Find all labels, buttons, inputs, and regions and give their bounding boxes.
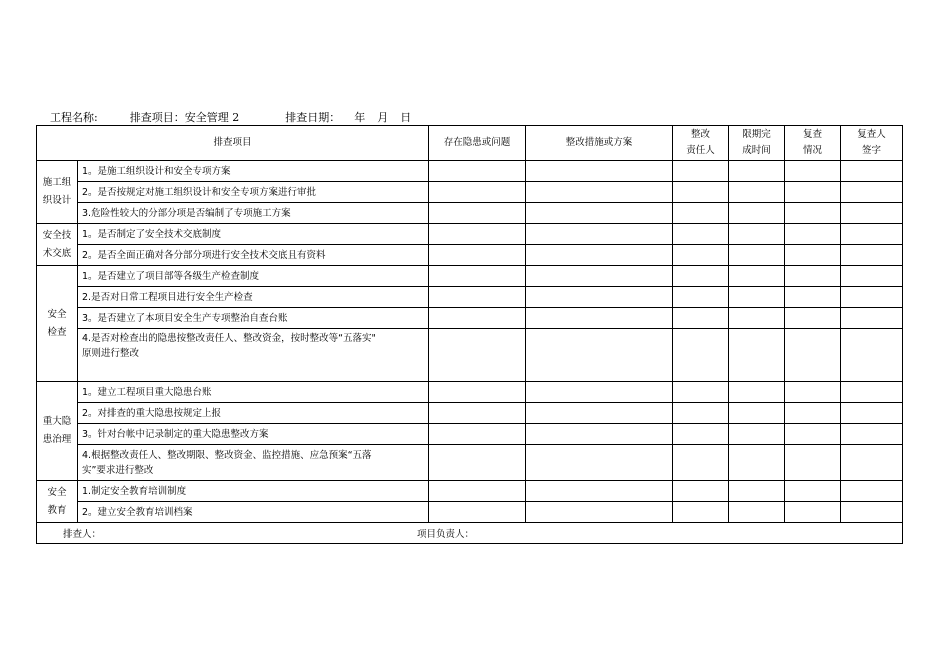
check-item <box>78 445 429 481</box>
hazard-cell[interactable] <box>429 287 526 308</box>
deadline-cell[interactable] <box>729 308 785 329</box>
signature-cell[interactable] <box>841 245 903 266</box>
table-row <box>37 266 903 287</box>
category-construction-design <box>37 161 78 224</box>
signature-footer <box>37 523 903 544</box>
recheck-cell[interactable] <box>785 161 841 182</box>
col-header-recheck <box>785 126 841 161</box>
check-item: 3。是否建立了本项目安全生产专项整治自查台账 <box>78 308 429 329</box>
measure-cell[interactable] <box>526 287 673 308</box>
signature-cell[interactable] <box>841 203 903 224</box>
hazard-cell[interactable] <box>429 224 526 245</box>
col-header-rechecker-line1: 复查人 <box>857 129 886 140</box>
signature-cell[interactable] <box>841 329 903 382</box>
category-line: 重大隐 <box>42 416 72 427</box>
hazard-cell[interactable] <box>429 382 526 403</box>
check-item-label: 排查项目：安全管理 2 <box>129 111 240 124</box>
recheck-cell[interactable] <box>785 481 841 502</box>
signature-cell[interactable] <box>841 161 903 182</box>
check-item: 2。是否按规定对施工组织设计和安全专项方案进行审批 <box>78 182 429 203</box>
table-row <box>37 203 903 224</box>
responsible-cell[interactable] <box>673 308 729 329</box>
hazard-cell[interactable] <box>429 502 526 523</box>
month-label: 月 <box>377 111 389 124</box>
hazard-cell[interactable] <box>429 266 526 287</box>
deadline-cell[interactable] <box>729 224 785 245</box>
check-item: 2。是否全面正确对各分部分项进行安全技术交底且有资料 <box>78 245 429 266</box>
recheck-cell[interactable] <box>785 266 841 287</box>
recheck-cell[interactable] <box>785 182 841 203</box>
check-item: 3.危险性较大的分部分项是否编制了专项施工方案 <box>78 203 429 224</box>
measure-cell[interactable] <box>526 203 673 224</box>
responsible-cell[interactable] <box>673 382 729 403</box>
hazard-cell[interactable] <box>429 308 526 329</box>
table-row <box>37 287 903 308</box>
table-header-row <box>37 126 903 161</box>
responsible-cell[interactable] <box>673 182 729 203</box>
deadline-cell[interactable] <box>729 203 785 224</box>
table-row <box>37 481 903 502</box>
category-line: 施工组 <box>42 177 72 188</box>
category-safety-inspection <box>37 266 78 382</box>
col-header-responsible-line2: 责任人 <box>686 145 715 156</box>
recheck-cell[interactable] <box>785 445 841 481</box>
table-row <box>37 245 903 266</box>
category-line: 术交底 <box>42 247 72 259</box>
check-item: 3。针对台帐中记录制定的重大隐患整改方案 <box>78 424 429 445</box>
table-row <box>37 308 903 329</box>
signature-footer-row <box>37 523 903 544</box>
col-header-item: 排查项目 <box>37 126 429 161</box>
recheck-cell[interactable] <box>785 308 841 329</box>
col-header-deadline-line1: 限期完 <box>742 129 771 140</box>
recheck-cell[interactable] <box>785 287 841 308</box>
project-leader-label: 项目负责人： <box>417 529 475 540</box>
col-header-measure: 整改措施或方案 <box>526 126 673 161</box>
category-line: 检查 <box>47 326 67 338</box>
inspection-table <box>36 125 903 544</box>
hazard-cell[interactable] <box>429 481 526 502</box>
col-header-rechecker <box>841 126 903 161</box>
check-item-line: 4.是否对检查出的隐患按整改责任人、整改资金，按时整改等“五落实" <box>82 333 376 344</box>
hazard-cell[interactable] <box>429 203 526 224</box>
deadline-cell[interactable] <box>729 502 785 523</box>
check-item: 2.是否对日常工程项目进行安全生产检查 <box>78 287 429 308</box>
hazard-cell[interactable] <box>429 161 526 182</box>
check-item: 1。是施工组织设计和安全专项方案 <box>78 161 429 182</box>
col-header-hazard: 存在隐患或问题 <box>429 126 526 161</box>
category-line: 织设计 <box>42 195 72 206</box>
table-row <box>37 445 903 481</box>
table-row <box>37 224 903 245</box>
deadline-cell[interactable] <box>729 161 785 182</box>
deadline-cell[interactable] <box>729 329 785 382</box>
col-header-deadline-line2: 成时间 <box>742 145 771 156</box>
recheck-cell[interactable] <box>785 382 841 403</box>
deadline-cell[interactable] <box>729 287 785 308</box>
hazard-cell[interactable] <box>429 182 526 203</box>
signature-cell[interactable] <box>841 224 903 245</box>
day-label: 日 <box>400 111 412 124</box>
table-row <box>37 182 903 203</box>
deadline-cell[interactable] <box>729 445 785 481</box>
responsible-cell[interactable] <box>673 403 729 424</box>
deadline-cell[interactable] <box>729 403 785 424</box>
deadline-cell[interactable] <box>729 182 785 203</box>
check-item: 2。建立安全教育培训档案 <box>78 502 429 523</box>
responsible-cell[interactable] <box>673 481 729 502</box>
measure-cell[interactable] <box>526 382 673 403</box>
hazard-cell[interactable] <box>429 424 526 445</box>
table-row <box>37 403 903 424</box>
category-safety-education <box>37 481 78 523</box>
hazard-cell[interactable] <box>429 445 526 481</box>
table-row <box>37 382 903 403</box>
deadline-cell[interactable] <box>729 266 785 287</box>
measure-cell[interactable] <box>526 481 673 502</box>
signature-cell[interactable] <box>841 445 903 481</box>
measure-cell[interactable] <box>526 161 673 182</box>
check-item: 2。对排查的重大隐患按规定上报 <box>78 403 429 424</box>
table-row <box>37 161 903 182</box>
recheck-cell[interactable] <box>785 245 841 266</box>
signature-cell[interactable] <box>841 382 903 403</box>
check-item-line: 实”要求进行整改 <box>82 464 154 476</box>
col-header-recheck-line2: 情况 <box>803 145 823 156</box>
recheck-cell[interactable] <box>785 424 841 445</box>
col-header-recheck-line1: 复查 <box>803 129 823 140</box>
check-item: 1。是否制定了安全技术交底制度 <box>78 224 429 245</box>
recheck-cell[interactable] <box>785 224 841 245</box>
col-header-responsible <box>673 126 729 161</box>
responsible-cell[interactable] <box>673 266 729 287</box>
hazard-cell[interactable] <box>429 329 526 382</box>
check-item-line: 4.根据整改责任人、整改期限、整改资金、监控措施、应急预案“五落 <box>82 449 372 461</box>
measure-cell[interactable] <box>526 308 673 329</box>
responsible-cell[interactable] <box>673 161 729 182</box>
recheck-cell[interactable] <box>785 403 841 424</box>
measure-cell[interactable] <box>526 424 673 445</box>
signature-cell[interactable] <box>841 403 903 424</box>
responsible-cell[interactable] <box>673 203 729 224</box>
signature-cell[interactable] <box>841 308 903 329</box>
table-row <box>37 502 903 523</box>
responsible-cell[interactable] <box>673 502 729 523</box>
col-header-rechecker-line2: 签字 <box>862 145 882 156</box>
responsible-cell[interactable] <box>673 287 729 308</box>
responsible-cell[interactable] <box>673 329 729 382</box>
signature-cell[interactable] <box>841 424 903 445</box>
responsible-cell[interactable] <box>673 245 729 266</box>
responsible-cell[interactable] <box>673 424 729 445</box>
project-name-label: 工程名称: <box>50 111 98 124</box>
table-row <box>37 424 903 445</box>
recheck-cell[interactable] <box>785 502 841 523</box>
measure-cell[interactable] <box>526 502 673 523</box>
col-header-responsible-line1: 整改 <box>691 129 711 140</box>
check-item: 1。是否建立了项目部等各级生产检查制度 <box>78 266 429 287</box>
check-item: 1.制定安全教育培训制度 <box>78 481 429 502</box>
col-header-deadline <box>729 126 785 161</box>
deadline-cell[interactable] <box>729 245 785 266</box>
measure-cell[interactable] <box>526 266 673 287</box>
measure-cell[interactable] <box>526 224 673 245</box>
category-line: 安全 <box>47 486 67 498</box>
recheck-cell[interactable] <box>785 329 841 382</box>
year-label: 年 <box>354 111 366 124</box>
check-item <box>78 329 429 382</box>
table-row <box>37 329 903 382</box>
signature-cell[interactable] <box>841 287 903 308</box>
check-item-line: 原则进行整改 <box>82 348 140 359</box>
category-line: 患治理 <box>42 434 72 445</box>
measure-cell[interactable] <box>526 329 673 382</box>
category-line: 安全技 <box>42 229 72 241</box>
category-safety-briefing <box>37 224 78 266</box>
deadline-cell[interactable] <box>729 424 785 445</box>
measure-cell[interactable] <box>526 445 673 481</box>
measure-cell[interactable] <box>526 182 673 203</box>
responsible-cell[interactable] <box>673 445 729 481</box>
signature-cell[interactable] <box>841 266 903 287</box>
hazard-cell[interactable] <box>429 245 526 266</box>
date-label: 排查日期： <box>285 111 341 124</box>
category-line: 教育 <box>47 504 67 516</box>
signature-cell[interactable] <box>841 182 903 203</box>
deadline-cell[interactable] <box>729 382 785 403</box>
measure-cell[interactable] <box>526 403 673 424</box>
deadline-cell[interactable] <box>729 481 785 502</box>
inspector-label: 排查人： <box>63 529 102 540</box>
measure-cell[interactable] <box>526 245 673 266</box>
responsible-cell[interactable] <box>673 224 729 245</box>
category-line: 安全 <box>47 308 67 320</box>
recheck-cell[interactable] <box>785 203 841 224</box>
check-item: 1。建立工程项目重大隐患台账 <box>78 382 429 403</box>
signature-cell[interactable] <box>841 502 903 523</box>
category-major-hazard <box>37 382 78 481</box>
signature-cell[interactable] <box>841 481 903 502</box>
form-header <box>50 109 411 125</box>
hazard-cell[interactable] <box>429 403 526 424</box>
